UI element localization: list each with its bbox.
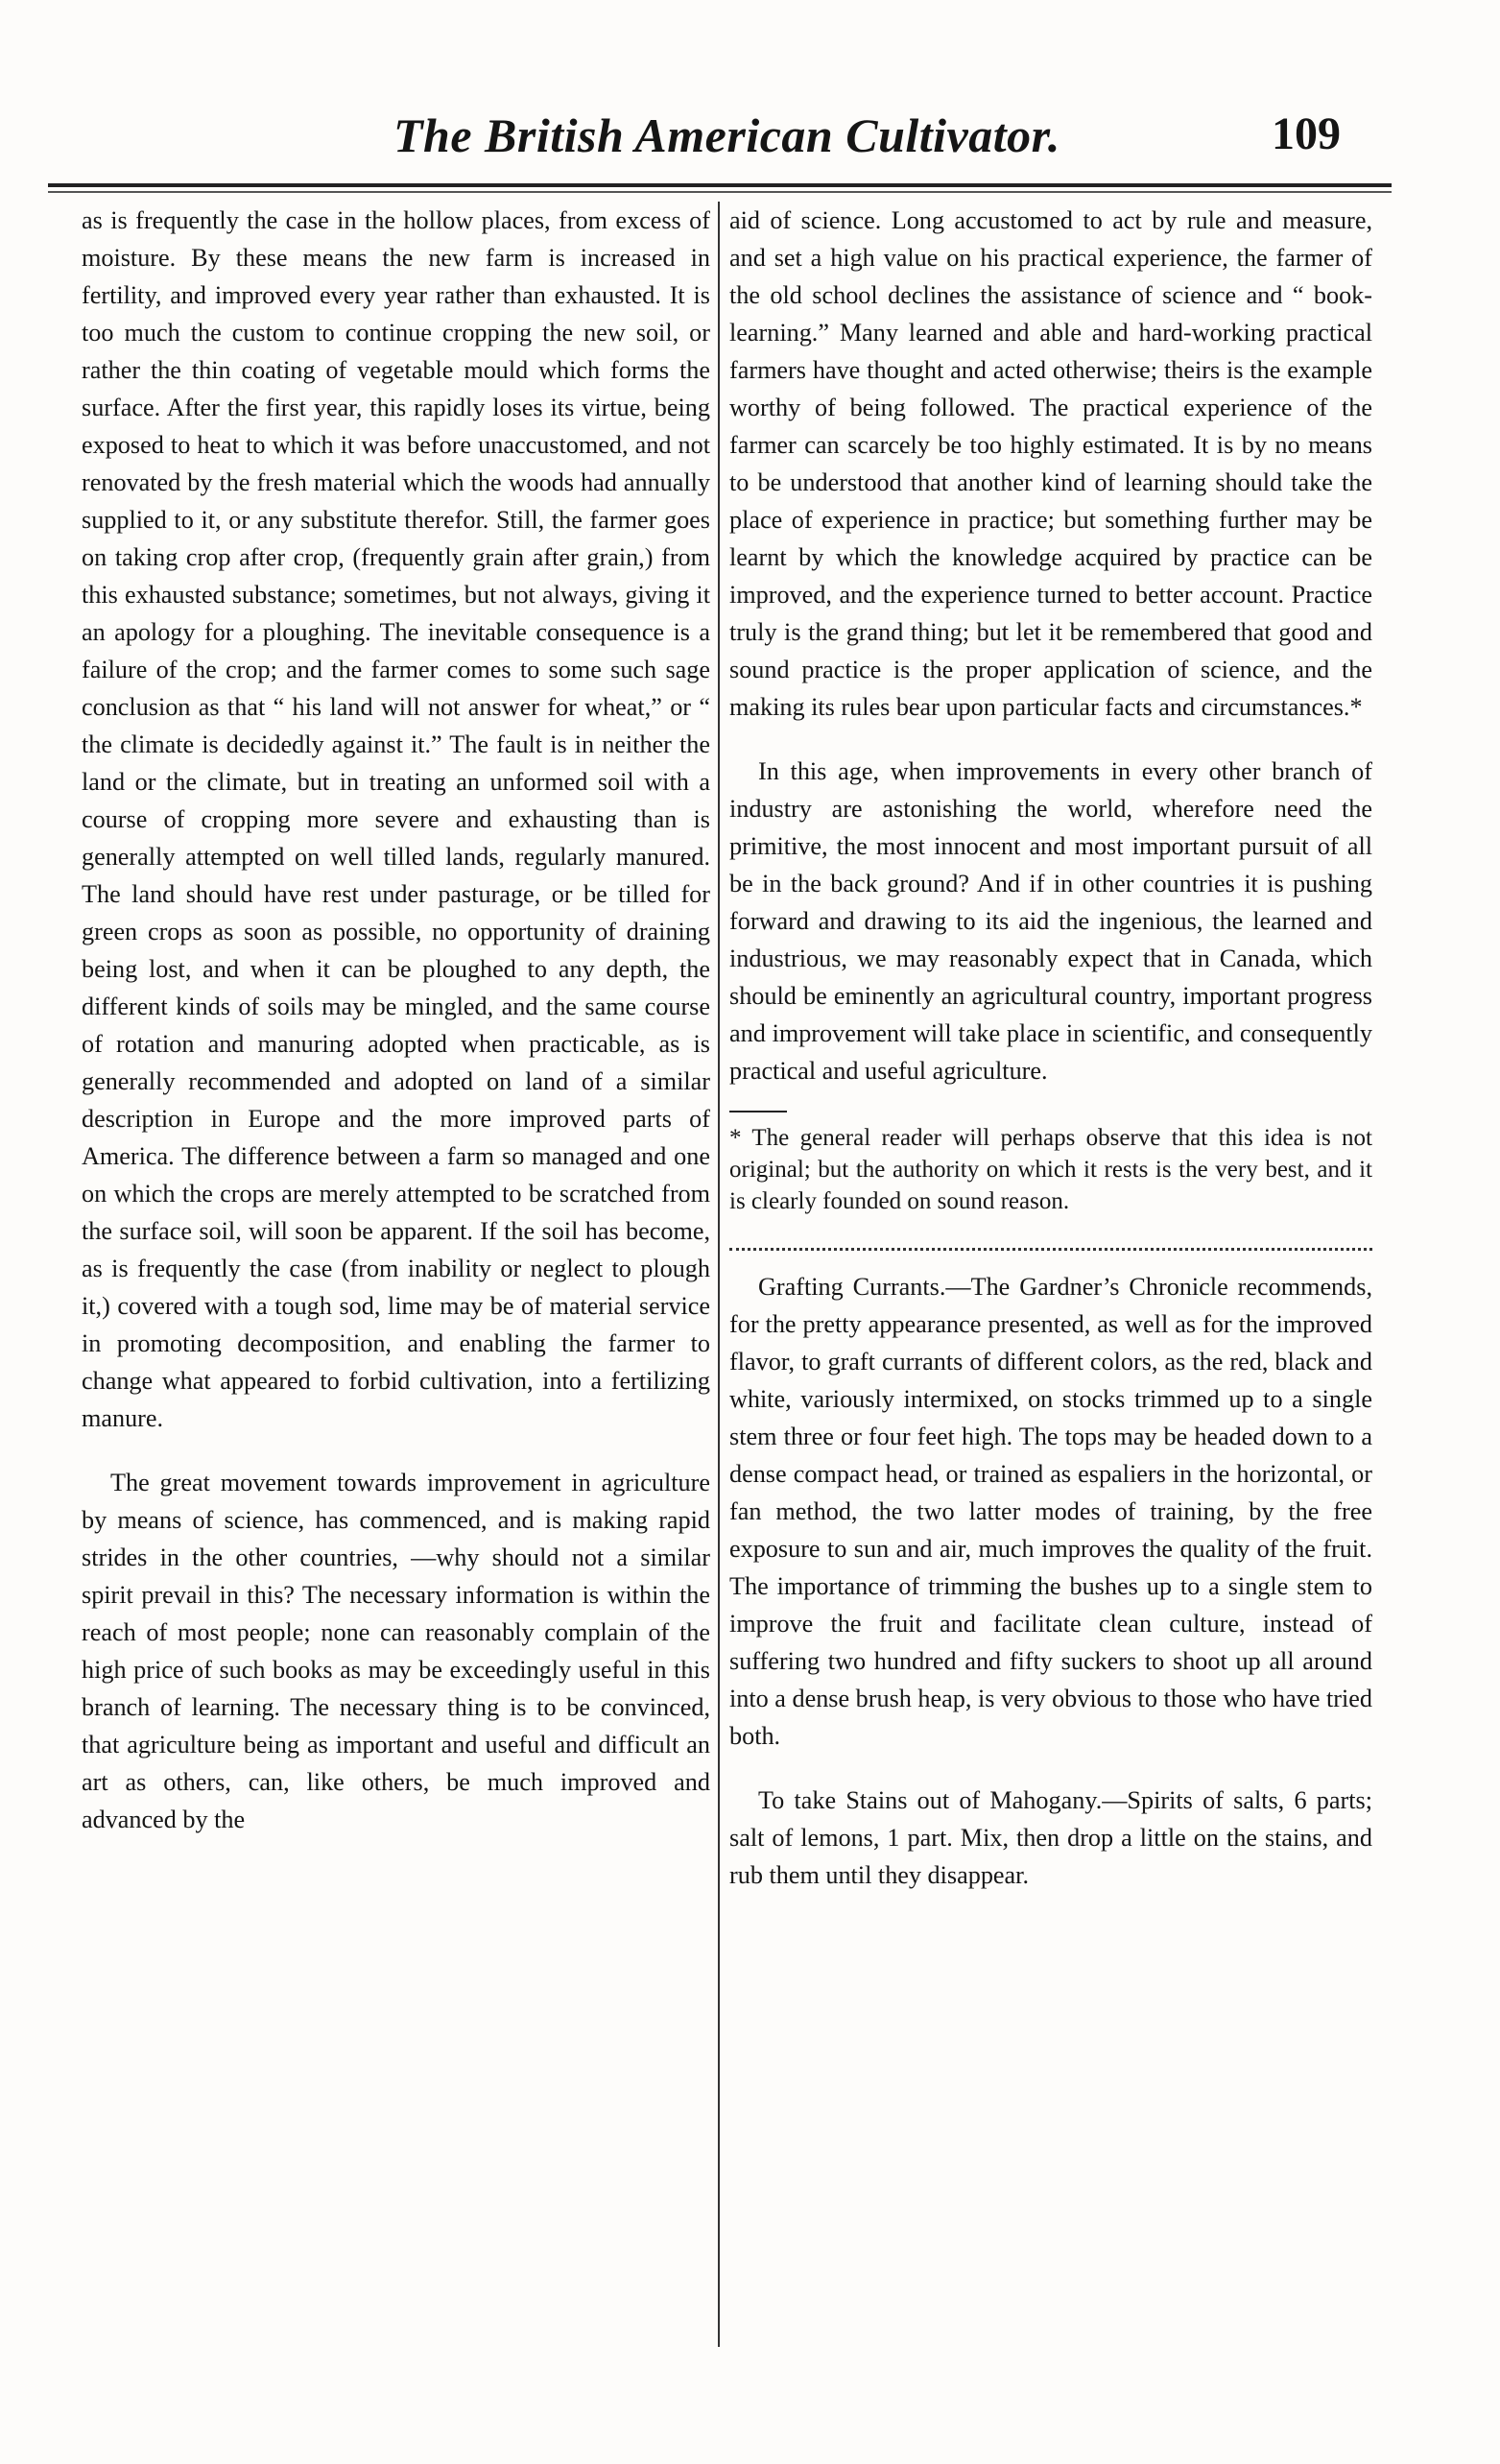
page-header	[38, 96, 1411, 211]
footnote: * The general reader will perhaps observe that this idea is not original; but the authority on which it rests is the very best, and it is clearly founded on sound reason.	[729, 1125, 1372, 1214]
grafting-currants-article: Grafting Currants.—The Gardner’s Chronicle recommends, for the pretty appearance presented, as well as for the improved flavor, to graft currants of different colors, as the red, black and white, variously intermixed, on stocks trimmed up to a single stem three or four feet high. The tops may be headed down to a dense compact head, or trained as espaliers in the horizontal, or fan method, the two latter modes of training, by the free exposure to sun and air, much improves the quality of the fruit. The importance of trimming the bushes up to a single stem to improve the fruit and facilitate clean culture, instead of suffering two hundred and fifty suckers to shoot up all around into a dense brush heap, is very obvious to those who have tried both.	[729, 1273, 1372, 1750]
running-title: The British American Cultivator.	[393, 108, 1060, 162]
section-separator	[729, 1231, 1372, 1251]
right-paragraph-2: In this age, when improvements in every other branch of industry are astonishing the world, wherefore need the primitive, the most innocent and most important pursuit of all be in the back ground? And if in other countries it is pushing forward and drawing to its aid the ingenious, the learned and industrious, we may reasonably expect that in Canada, which should be eminently an agricultural country, important progress and improvement will take place in scientific, and consequently practical and useful agriculture.	[729, 757, 1372, 1085]
header-rule	[48, 183, 1392, 187]
right-paragraph-1: aid of science. Long accustomed to act by rule and measure, and set a high value on his practical experience, the farmer of the old school declines the assistance of science and “ book-learning.” Many learned and able and hard-working practical farmers have thought and acted otherwise; theirs is the example worthy of being followed. The practical experience of the farmer can scarcely be too highly estimated. It is by no means to be understood that another kind of learning should take the place of experience in practice; but something further may be learnt by which the knowledge acquired by practice can be improved, and the experience turned to better account. Practice truly is the grand thing; but let it be remembered that good and sound practice is the proper application of science, and the making its rules bear upon particular facts and circumstances.*	[729, 206, 1372, 721]
column-divider	[718, 202, 720, 2347]
right-column	[729, 202, 1372, 1894]
mahogany-stains-article: To take Stains out of Mahogany.—Spirits of salts, 6 parts; salt of lemons, 1 part. Mix, then drop a little on the stains, and rub them until they disappear.	[729, 1786, 1372, 1889]
page-number: 109	[1272, 108, 1341, 159]
left-paragraph-2: The great movement towards improvement in agriculture by means of science, has commenced, and is making rapid strides in the other countries, —why should not a similar spirit prevail in this? The necessary information is within the reach of most people; none can reasonably complain of the high price of such books as may be exceedingly useful in this branch of learning. The necessary thing is to be convinced, that agriculture being as important and useful and difficult an art as others, can, like others, be much improved and advanced by the	[82, 1469, 710, 1833]
footnote-rule	[729, 1111, 787, 1112]
left-paragraph-1: as is frequently the case in the hollow places, from excess of moisture. By these means the new farm is increased in fertility, and improved every year rather than exhausted. It is too much the custom to continue cropping the new soil, or rather the thin coating of vegetable mould which forms the surface. After the first year, this rapidly loses its virtue, being exposed to heat to which it was before unaccustomed, and not renovated by the fresh material which the woods had annually supplied to it, or any substitute therefor. Still, the farmer goes on taking crop after crop, (frequently grain after grain,) from this exhausted substance; sometimes, but not always, giving it an apology for a ploughing. The inevitable consequence is a failure of the crop; and the farmer comes to some such sage conclusion as that “ his land will not answer for wheat,” or “ the climate is decidedly against it.” The fault is in neither the land or the climate, but in treating an unformed soil with a course of cropping more severe and exhausting than is generally attempted on well tilled lands, regularly manured. The land should have rest under pasturage, or be tilled for green crops as soon as possible, no opportunity of draining being lost, and when it can be ploughed to any depth, the different kinds of soils may be mingled, and the same course of rotation and manuring adopted when practicable, as is generally recommended and adopted on land of a similar description in Europe and the more improved parts of America. The difference between a farm so managed and one on which the crops are merely attempted to be scratched from the surface soil, will soon be apparent. If the soil has become, as is frequently the case (from inability or neglect to plough it,) covered with a tough sod, lime may be of material service in promoting decomposition, and enabling the farmer to change what appeared to forbid cultivation, into a fertilizing manure.	[82, 206, 710, 1432]
left-column	[82, 202, 710, 1838]
header-rule-thin	[48, 191, 1392, 193]
